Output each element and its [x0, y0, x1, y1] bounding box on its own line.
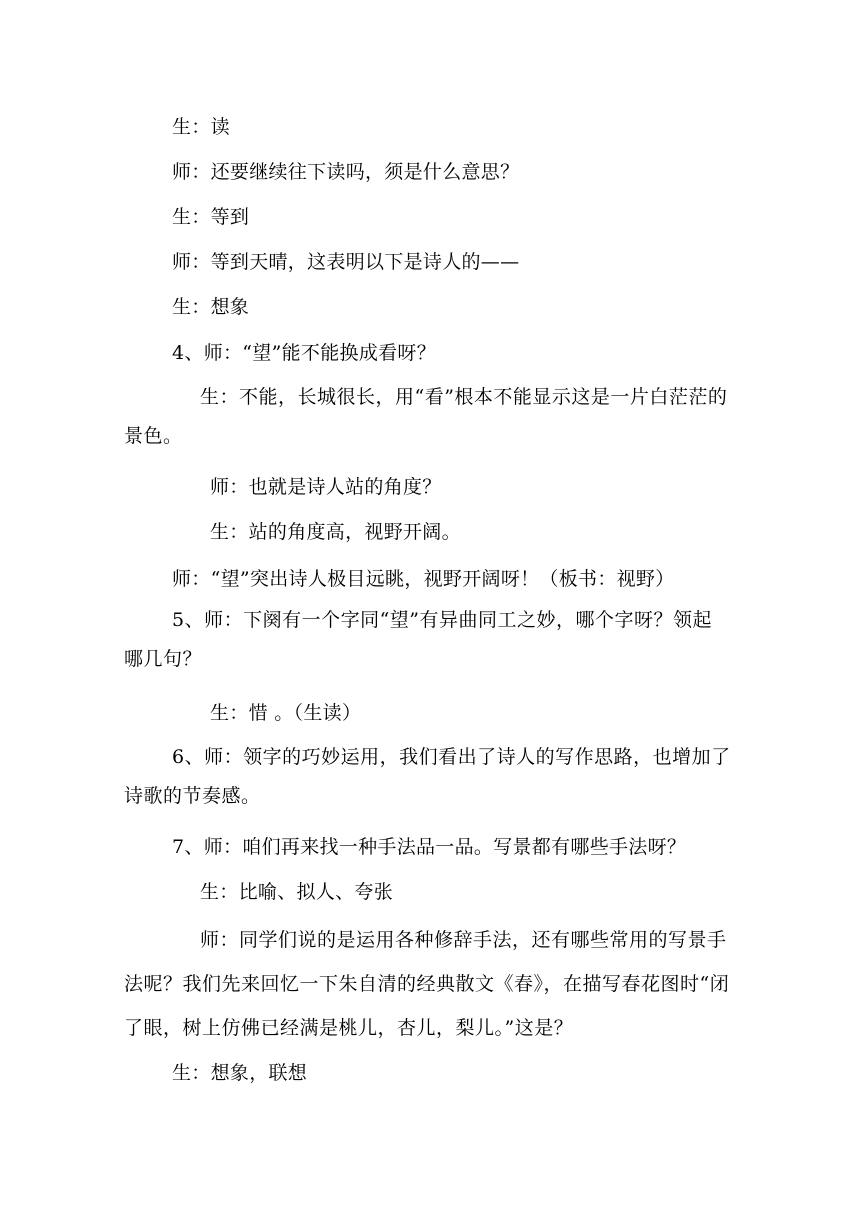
- dialogue-line-12: 生：惜 。（生读）: [210, 702, 362, 724]
- dialogue-line-9: 生：站的角度高，视野开阔。: [210, 521, 461, 543]
- dialogue-paragraph-16: [124, 918, 731, 1050]
- dialogue-line-17: 生：想象，联想: [172, 1062, 308, 1084]
- dialogue-paragraph-11: [124, 601, 731, 679]
- dialogue-line-5: 生：想象: [172, 296, 250, 318]
- dialogue-line-1: 生：读: [172, 116, 230, 138]
- dialogue-line-6: 4、师：“望”能不能换成看呀？: [172, 342, 437, 364]
- dialogue-line-8: 师：也就是诗人站的角度？: [210, 476, 442, 498]
- dialogue-line-3: 生：等到: [172, 206, 250, 228]
- dialogue-text-13: 6、师：领字的巧妙运用，我们看出了诗人的写作思路，也增加了诗歌的节奏感。: [124, 746, 731, 807]
- dialogue-text-11: 5、师：下阕有一个字同“望”有异曲同工之妙，哪个字呀？领起哪几句？: [124, 609, 713, 670]
- dialogue-line-10: 师：“望”突出诗人极目远眺，视野开阔呀！（板书：视野）: [172, 568, 675, 590]
- dialogue-paragraph-7: [124, 378, 731, 456]
- dialogue-line-2: 师：还要继续往下读吗，须是什么意思？: [172, 161, 520, 183]
- dialogue-text-16: 师：同学们说的是运用各种修辞手法，还有哪些常用的写景手法呢？我们先来回忆一下朱自清的经典散文《春》，在描写春花图时“闭了眼，树上仿佛已经满是桃儿，杏儿，梨儿。”这是？: [124, 929, 730, 1039]
- dialogue-text-7: 生：不能，长城很长，用“看”根本不能显示这是一片白茫茫的景色。: [124, 386, 728, 447]
- dialogue-line-4: 师：等到天晴，这表明以下是诗人的——: [172, 251, 520, 273]
- dialogue-line-14: 7、师：咱们再来找一种手法品一品。写景都有哪些手法呀？: [172, 836, 687, 858]
- dialogue-line-15: 生：比喻、拟人、夸张: [200, 881, 394, 903]
- dialogue-paragraph-13: [124, 738, 731, 816]
